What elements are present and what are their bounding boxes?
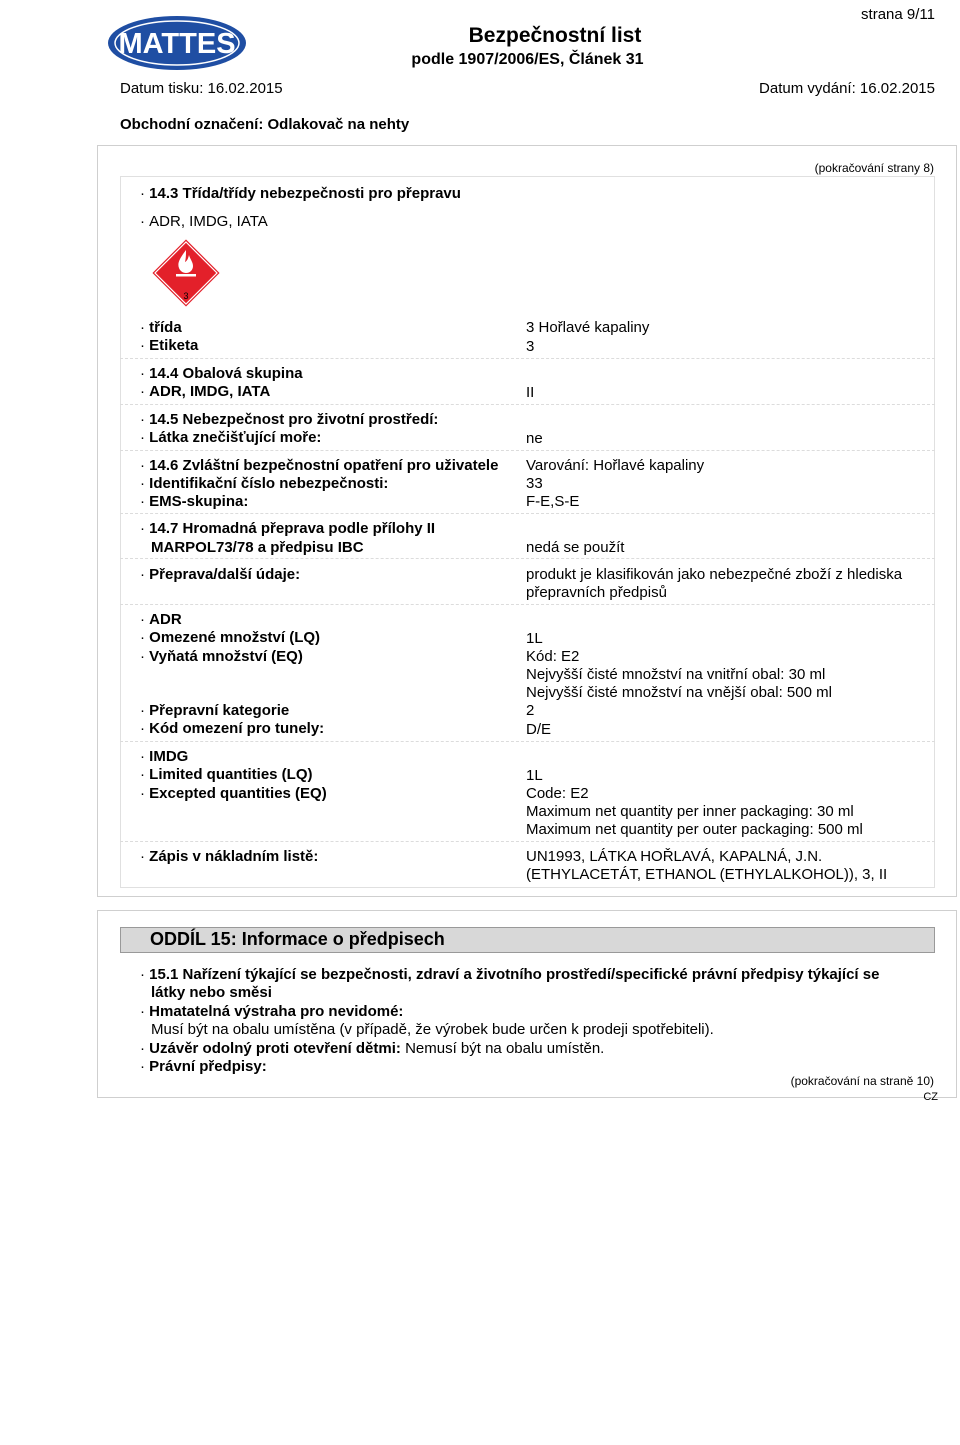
divider (120, 741, 935, 742)
print-date: Datum tisku: 16.02.2015 (120, 80, 283, 97)
transport-info-label: · Přeprava/další údaje: (140, 566, 300, 584)
continued-to-note: (pokračování na straně 10) (790, 1074, 934, 1088)
imdg-label: · IMDG (140, 748, 188, 766)
ems-label: · EMS-skupina: (140, 493, 248, 511)
waybill-value-line1: UN1993, LÁTKA HOŘLAVÁ, KAPALNÁ, J.N. (526, 848, 823, 865)
imdg-limited-quantity-label: · Limited quantities (LQ) (140, 766, 313, 784)
issue-date: Datum vydání: 16.02.2015 (759, 80, 935, 97)
pictogram-number: 3 (183, 291, 189, 301)
s14-4-modes: · ADR, IMDG, IATA (140, 383, 270, 401)
divider (120, 841, 935, 842)
country-code: CZ (923, 1091, 938, 1103)
s14-7-heading-line1: · 14.7 Hromadná přeprava podle přílohy II (140, 520, 435, 538)
divider (120, 404, 935, 405)
legal-regulations-label: · Právní předpisy: (140, 1058, 267, 1076)
divider (120, 450, 935, 451)
s14-6-value: Varování: Hořlavé kapaliny (526, 457, 705, 474)
hazard-id-label: · Identifikační číslo nebezpečnosti: (140, 475, 388, 493)
logo-text: MATTES (118, 28, 236, 60)
divider (120, 604, 935, 605)
transport-info-value-line2: přepravních předpisů (526, 584, 667, 601)
s14-6-heading: · 14.6 Zvláštní bezpečnostní opatření pro uživatele (140, 457, 498, 475)
excepted-quantity-label: · Vyňatá množství (EQ) (140, 648, 303, 666)
s14-7-heading-line2: MARPOL73/78 a předpisu IBC (151, 539, 364, 556)
imdg-excepted-quantity-label: · Excepted quantities (EQ) (140, 785, 327, 803)
label-label: · Etiketa (140, 337, 198, 355)
child-resistant-label: Uzávěr odolný proti otevření dětmi: (149, 1040, 401, 1057)
section-15-title: ODDÍL 15: Informace o předpisech (150, 929, 445, 949)
divider (120, 513, 935, 514)
s14-3-heading: · 14.3 Třída/třídy nebezpečnosti pro přepravu (140, 185, 461, 203)
limited-quantity-value: 1L (526, 630, 543, 647)
s14-5-heading: · 14.5 Nebezpečnost pro životní prostředí: (140, 411, 438, 429)
tactile-warning-text: Musí být na obalu umístěna (v případě, že výrobek bude určen k prodeji spotřebiteli). (151, 1021, 714, 1038)
transport-category-value: 2 (526, 702, 535, 719)
imdg-limited-quantity-value: 1L (526, 767, 543, 784)
excepted-quantity-code: Kód: E2 (526, 648, 580, 665)
s14-3-modes: · ADR, IMDG, IATA (140, 213, 268, 231)
s14-7-value: nedá se použít (526, 539, 625, 556)
document-subtitle: podle 1907/2006/ES, Článek 31 (411, 51, 644, 68)
excepted-quantity-inner: Nejvyšší čisté množství na vnitřní obal: 30 ml (526, 666, 826, 683)
excepted-quantity-outer: Nejvyšší čisté množství na vnější obal: 500 ml (526, 684, 832, 701)
divider (120, 558, 935, 559)
marine-pollutant-value: ne (526, 430, 543, 447)
ems-value: F-E,S-E (526, 493, 580, 510)
marine-pollutant-label: · Látka znečišťující moře: (140, 429, 321, 447)
s15-1-heading-line2: látky nebo směsi (151, 984, 272, 1001)
class-value: 3 Hořlavé kapaliny (526, 319, 650, 336)
tactile-warning-label: · Hmatatelná výstraha pro nevidomé: (140, 1003, 403, 1021)
transport-category-label: · Přepravní kategorie (140, 702, 289, 720)
waybill-value-line2: (ETHYLACETÁT, ETHANOL (ETHYLALKOHOL)), 3, II (526, 866, 888, 883)
continued-from-note: (pokračování strany 8) (814, 161, 934, 175)
imdg-excepted-quantity-inner: Maximum net quantity per inner packaging: 30 ml (526, 803, 854, 820)
child-resistant-text: Nemusí být na obalu umístěn. (405, 1040, 605, 1057)
tunnel-code-label: · Kód omezení pro tunely: (140, 720, 324, 738)
label-value: 3 (526, 338, 535, 355)
hazard-id-value: 33 (526, 475, 543, 492)
adr-label: · ADR (140, 611, 182, 629)
document-title: Bezpečnostní list (468, 24, 642, 47)
divider (120, 358, 935, 359)
s14-4-value: II (526, 384, 535, 401)
tunnel-code-value: D/E (526, 721, 552, 738)
flammable-liquid-pictogram (149, 236, 223, 315)
s15-1-heading-line1: · 15.1 Nařízení týkající se bezpečnosti, zdraví a životního prostředí/specifické právní předpisy týkající se (140, 966, 879, 984)
class-label: · třída (140, 319, 182, 337)
imdg-excepted-quantity-code: Code: E2 (526, 785, 589, 802)
child-resistant-line (140, 1040, 604, 1058)
limited-quantity-label: · Omezené množství (LQ) (140, 629, 320, 647)
trade-name: Obchodní označení: Odlakovač na nehty (120, 116, 410, 133)
imdg-excepted-quantity-outer: Maximum net quantity per outer packaging: 500 ml (526, 821, 863, 838)
transport-info-value-line1: produkt je klasifikován jako nebezpečné zboží z hlediska (526, 566, 903, 583)
waybill-label: · Zápis v nákladním listě: (140, 848, 318, 866)
page-number: strana 9/11 (861, 6, 935, 23)
s14-4-heading: · 14.4 Obalová skupina (140, 365, 303, 383)
